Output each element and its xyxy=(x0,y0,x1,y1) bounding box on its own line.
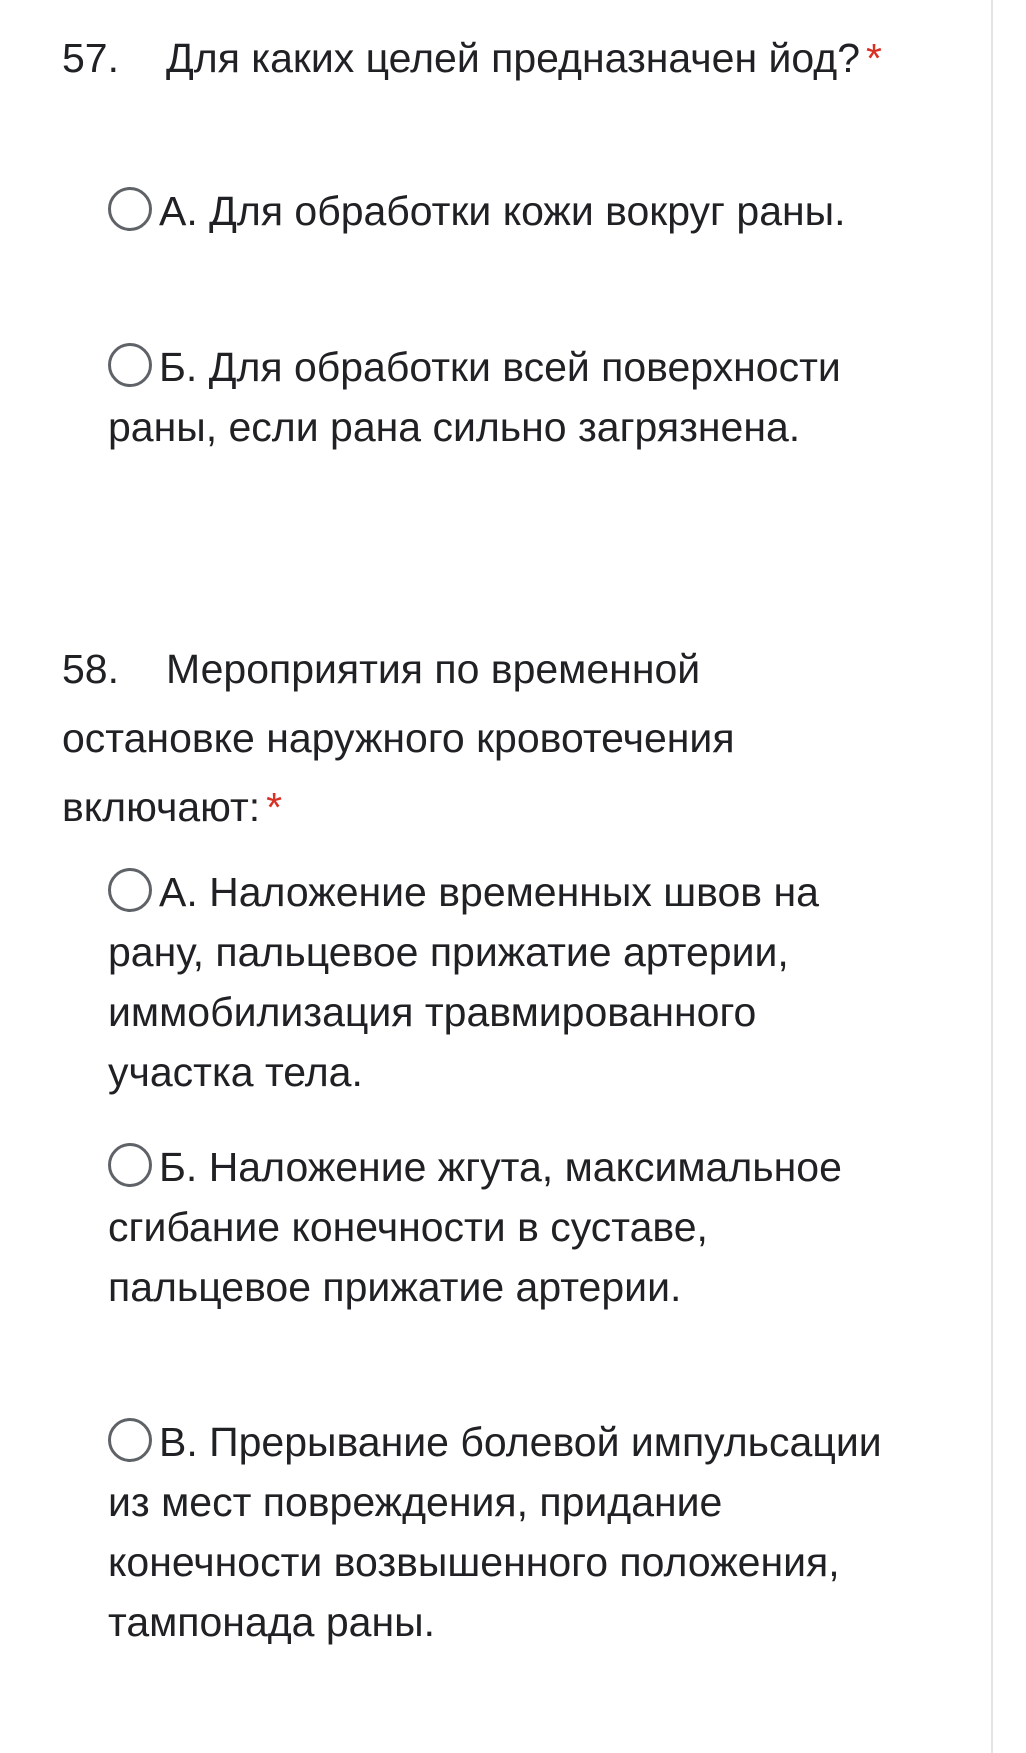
required-asterisk: * xyxy=(866,35,882,81)
question-text: Мероприятия по временной остановке наружного кровотечения включают: xyxy=(62,646,735,830)
q57-option-b[interactable] xyxy=(108,337,908,457)
option-label: Б. Для обработки всей поверхности раны, если рана сильно загрязнена. xyxy=(108,344,841,450)
q57-option-a[interactable] xyxy=(108,181,908,241)
question-text: Для каких целей предназначен йод? xyxy=(166,35,861,81)
question-57-title xyxy=(62,24,902,93)
radio-button-icon[interactable] xyxy=(108,1418,152,1462)
required-asterisk: * xyxy=(266,784,283,830)
question-58-title xyxy=(62,635,902,842)
option-label: А. Для обработки кожи вокруг раны. xyxy=(159,188,846,234)
radio-button-icon[interactable] xyxy=(108,187,152,231)
q58-option-a[interactable] xyxy=(108,862,908,1102)
radio-button-icon[interactable] xyxy=(108,343,152,387)
radio-button-icon[interactable] xyxy=(108,868,152,912)
option-label: А. Наложение временных швов на рану, пальцевое прижатие артерии, иммобилизация травмированного участка тела. xyxy=(108,869,819,1095)
radio-button-icon[interactable] xyxy=(108,1143,152,1187)
page-right-border xyxy=(991,0,993,1753)
q58-option-b[interactable] xyxy=(108,1137,908,1317)
q58-option-c[interactable] xyxy=(108,1412,908,1652)
question-number: 57. xyxy=(62,35,119,81)
option-label: Б. Наложение жгута, максимальное сгибание конечности в суставе, пальцевое прижатие артерии. xyxy=(108,1144,842,1310)
question-number: 58. xyxy=(62,646,119,692)
option-label: В. Прерывание болевой импульсации из мест повреждения, придание конечности возвышенного положения, тампонада раны. xyxy=(108,1419,882,1645)
